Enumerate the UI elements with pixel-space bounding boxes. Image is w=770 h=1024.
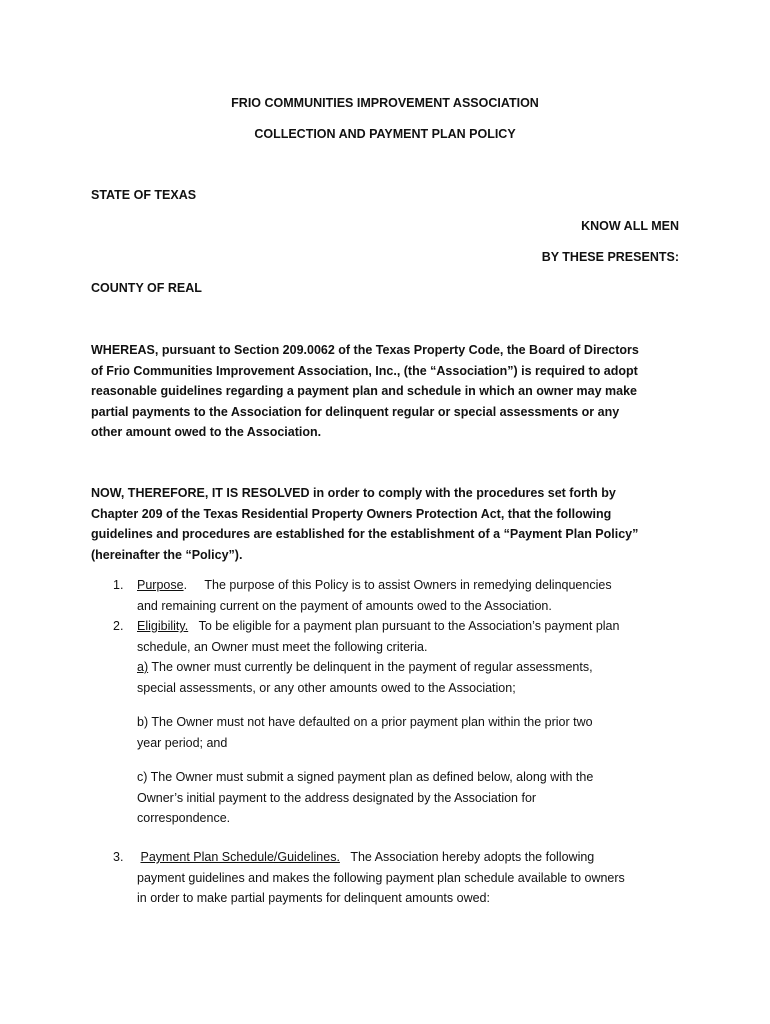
criteria-a — [137, 657, 693, 678]
section-line: schedule, an Owner must meet the following criteria. — [137, 639, 428, 654]
criteria-b-rest: year period; and — [137, 735, 228, 750]
criteria-b: b) The Owner must not have defaulted on a prior payment plan within the prior two — [137, 715, 593, 729]
criteria-a-rest: special assessments, or any other amounts owed to the Association; — [137, 680, 516, 695]
paragraph-line: Chapter 209 of the Texas Residential Property Owners Protection Act, that the following — [91, 506, 612, 521]
criteria-c-line: correspondence. — [137, 811, 231, 825]
section-line — [137, 847, 693, 868]
paragraph-line: of Frio Communities Improvement Association, Inc., (the “Association”) is required to adopt — [91, 363, 638, 378]
section-text: The purpose of this Policy is to assist Owners in remedying delinquencies — [204, 578, 612, 592]
know-all-men: KNOW ALL MEN — [581, 219, 679, 233]
section-line: payment guidelines and makes the following payment plan schedule available to owners — [137, 870, 625, 885]
whereas-paragraph — [91, 340, 681, 443]
paragraph-line: other amount owed to the Association. — [91, 425, 322, 439]
paragraph-line: WHEREAS, pursuant to Section 209.0062 of the Texas Property Code, the Board of Directors — [91, 343, 639, 357]
section-number: 2. — [113, 619, 124, 633]
by-these-presents: BY THESE PRESENTS: — [541, 250, 679, 264]
section-heading: Payment Plan Schedule/Guidelines. — [140, 850, 340, 864]
section-line — [137, 575, 693, 596]
section-text: The Association hereby adopts the following — [350, 850, 595, 864]
state-label: STATE OF TEXAS — [91, 188, 197, 202]
resolved-paragraph — [91, 483, 681, 565]
criteria-c: c) The Owner must submit a signed payment plan as defined below, along with the — [137, 770, 594, 784]
county-label: COUNTY OF REAL — [91, 281, 202, 295]
section-text: To be eligible for a payment plan pursuant to the Association’s payment plan — [198, 619, 620, 633]
criteria-a-text: The owner must currently be delinquent in the payment of regular assessments, — [148, 660, 593, 674]
section-number: 1. — [113, 578, 124, 592]
paragraph-line: partial payments to the Association for delinquent regular or special assessments or any — [91, 404, 620, 419]
paragraph-line: (hereinafter the “Policy”). — [91, 547, 243, 562]
paragraph-line: NOW, THEREFORE, IT IS RESOLVED in order to comply with the procedures set forth by — [91, 486, 616, 500]
paragraph-line: guidelines and procedures are established for the establishment of a “Payment Plan Policy” — [91, 527, 639, 541]
org-title: FRIO COMMUNITIES IMPROVEMENT ASSOCIATION — [231, 96, 539, 110]
criteria-a-label: a) — [137, 660, 149, 674]
criteria-c-line: Owner’s initial payment to the address designated by the Association for — [137, 790, 537, 805]
paragraph-line: reasonable guidelines regarding a payment plan and schedule in which an owner may make — [91, 384, 637, 398]
policy-title: COLLECTION AND PAYMENT PLAN POLICY — [254, 127, 516, 141]
section-heading: Purpose — [137, 578, 184, 592]
section-heading: Eligibility. — [137, 619, 189, 633]
section-line — [137, 616, 693, 637]
section-line: in order to make partial payments for delinquent amounts owed: — [137, 891, 490, 905]
section-line: and remaining current on the payment of amounts owed to the Association. — [137, 598, 552, 613]
section-number: 3. — [113, 850, 124, 864]
heading-punct: . — [183, 578, 188, 592]
